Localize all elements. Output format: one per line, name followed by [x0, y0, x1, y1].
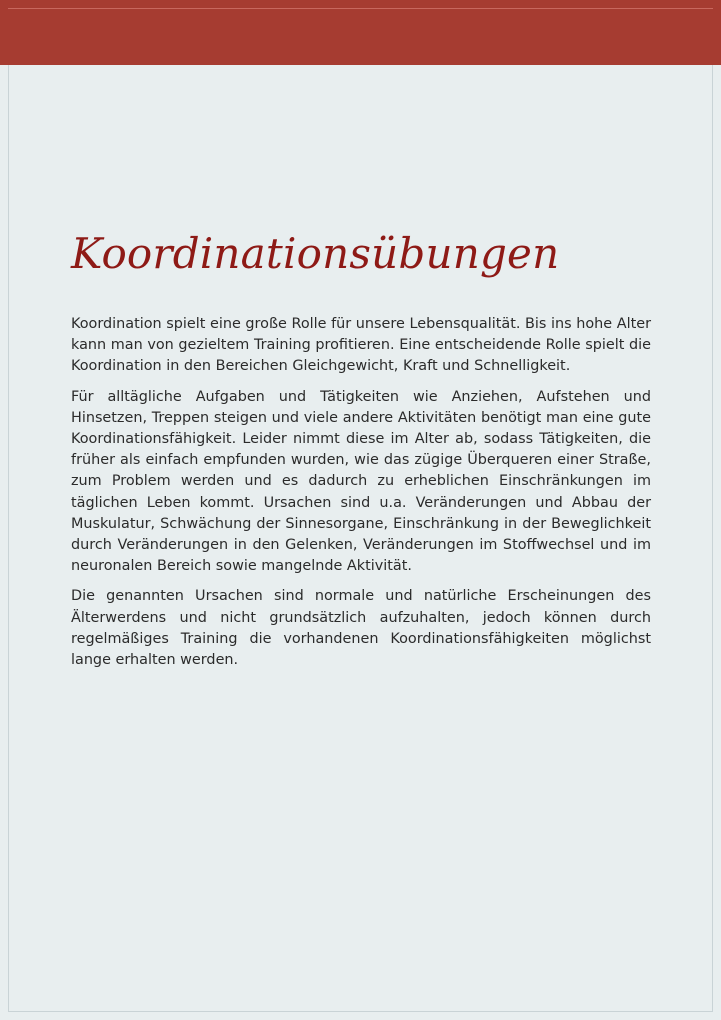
main-content	[71, 222, 651, 680]
page-title: Koordinationsübungen	[71, 229, 560, 278]
paragraph-intro: Koordination spielt eine große Rolle für unsere Lebensqualität. Bis ins hohe Alter kann man von gezieltem Training profitieren. Eine entscheidende Rolle spielt die Koordination in den Bereichen Gleichgewicht, Kraft und Schnelligkeit.	[71, 316, 651, 375]
paragraph-conclusion: Die genannten Ursachen sind normale und natürliche Erscheinungen des Älterwerdens und nicht grundsätzlich aufzuhalten, jedoch können durch regelmäßiges Training die vorhandenen Koordinationsfähigkeiten möglichst lange erhalten werden.	[71, 588, 651, 669]
header-band-rule	[8, 8, 713, 9]
paragraph-causes: Für alltägliche Aufgaben und Tätigkeiten wie Anziehen, Aufstehen und Hinsetzen, Treppen steigen und viele andere Aktivitäten benötigt man eine gute Koordinationsfähigkeit. Leider nimmt diese im Alter ab, sodass Tätigkeiten, die früher als einfach empfunden wurden, wie das zügige Überqueren einer Straße, zum Problem werden und es dadurch zu erheblichen Einschränkungen im täglichen Leben kommt. Ursachen sind u.a. Veränderungen und Abbau der Muskulatur, Schwächung der Sinnesorgane, Einschränkung in der Beweglichkeit durch Veränderungen in den Gelenken, Veränderungen im Stoffwechsel und im neuronalen Bereich sowie mangelnde Aktivität.	[71, 388, 651, 575]
header-band	[0, 0, 721, 65]
